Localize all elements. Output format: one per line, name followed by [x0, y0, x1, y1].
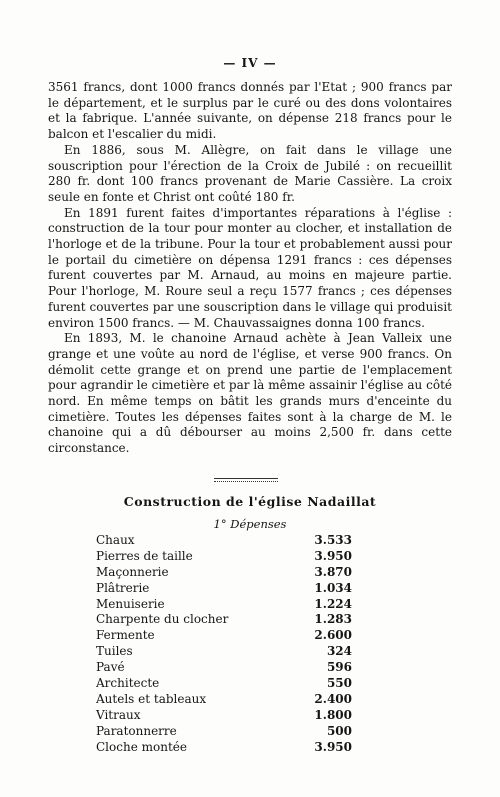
ledger-label: Autels et tableaux	[96, 691, 207, 706]
ledger-amount: 1.224	[314, 596, 352, 611]
ledger-row	[96, 724, 352, 740]
ledger-row	[96, 708, 352, 724]
section-subtitle: 1° Dépenses	[213, 517, 287, 531]
ledger-label: Pierres de taille	[96, 548, 193, 563]
ledger-amount: 3.950	[314, 739, 352, 754]
ledger-row	[96, 644, 352, 660]
ledger-label: Menuiserie	[96, 596, 165, 611]
paragraph-3: En 1891 furent faites d'importantes réparations à l'église : construction de la tour pour monter au clocher, et installation de l'horloge et de la tribune. Pour la tour et probablement aussi pour le portail du cimetière on dépensa 1291 francs : ces dépenses furent couvertes par M. Arnaud, au moins en majeure partie. Pour l'horloge, M. Roure seul a reçu 1577 francs ; ces dépenses furent couvertes par une souscription dans le village qui produisit environ 1500 francs. — M. Chauvassaignes donna 100 francs.	[48, 205, 452, 330]
ledger-amount: 2.600	[314, 628, 352, 643]
ledger-row	[96, 533, 352, 549]
ledger-amount: 2.400	[314, 691, 352, 706]
ledger-row	[96, 581, 352, 597]
ledger-amount: 596	[326, 660, 352, 675]
ledger-label: Cloche montée	[96, 739, 187, 754]
page-number: — IV —	[223, 56, 277, 70]
ledger-label: Fermente	[96, 628, 155, 643]
ledger-row	[96, 612, 352, 628]
paragraph-2: En 1886, sous M. Allègre, on fait dans le village une souscription pour l'érection de la Croix de Jubilé : on recueillit 280 fr. dont 100 francs provenant de Marie Cassière. La croix seule en fonte et Christ ont coûté 180 fr.	[48, 142, 452, 204]
ledger-row	[96, 740, 352, 756]
section-title: Construction de l'église Nadaillat	[123, 494, 377, 509]
expense-ledger	[96, 533, 352, 755]
ledger-label: Charpente du clocher	[96, 612, 229, 627]
ledger-row	[96, 660, 352, 676]
ledger-row	[96, 565, 352, 581]
ledger-amount: 1.800	[314, 707, 352, 722]
ledger-amount: 3.870	[314, 564, 352, 579]
ledger-amount: 500	[326, 723, 352, 738]
section-divider-ornament	[214, 481, 278, 482]
ledger-label: Architecte	[96, 676, 160, 691]
ledger-amount: 1.034	[314, 580, 352, 595]
ledger-amount: 1.283	[314, 612, 352, 627]
ledger-amount: 3.533	[314, 533, 352, 547]
ledger-label: Chaux	[96, 533, 135, 547]
ledger-label: Vitraux	[96, 707, 141, 722]
body-text	[48, 80, 452, 457]
ledger-amount: 3.950	[314, 548, 352, 563]
ledger-amount: 550	[326, 676, 352, 691]
paragraph-1: 3561 francs, dont 1000 francs donnés par l'Etat ; 900 francs par le département, et le surplus par le curé ou des dons volontaires et la fabrique. L'année suivante, on dépense 218 francs pour le balcon et l'escalier du midi.	[48, 80, 452, 142]
section-divider	[214, 478, 278, 479]
ledger-row	[96, 597, 352, 613]
ledger-label: Pavé	[96, 660, 125, 675]
ledger-row	[96, 628, 352, 644]
ledger-row	[96, 692, 352, 708]
paragraph-4: En 1893, M. le chanoine Arnaud achète à Jean Valleix une grange et une voûte au nord de l'église, et verse 900 francs. On démolit cette grange et on prend une partie de l'emplacement pour agrandir le cimetière et par là même assainir l'église au côté nord. En même temps on bâtit les grands murs d'enceinte du cimetière. Toutes les dépenses faites sont à la charge de M. le chanoine qui a dû débourser au moins 2,500 fr. dans cette circonstance.	[48, 331, 452, 456]
ledger-label: Plâtrerie	[96, 580, 150, 595]
ledger-label: Maçonnerie	[96, 564, 169, 579]
ledger-row	[96, 676, 352, 692]
ledger-label: Tuiles	[96, 644, 133, 659]
ledger-row	[96, 549, 352, 565]
ledger-label: Paratonnerre	[96, 723, 177, 738]
ledger-amount: 324	[326, 644, 352, 659]
